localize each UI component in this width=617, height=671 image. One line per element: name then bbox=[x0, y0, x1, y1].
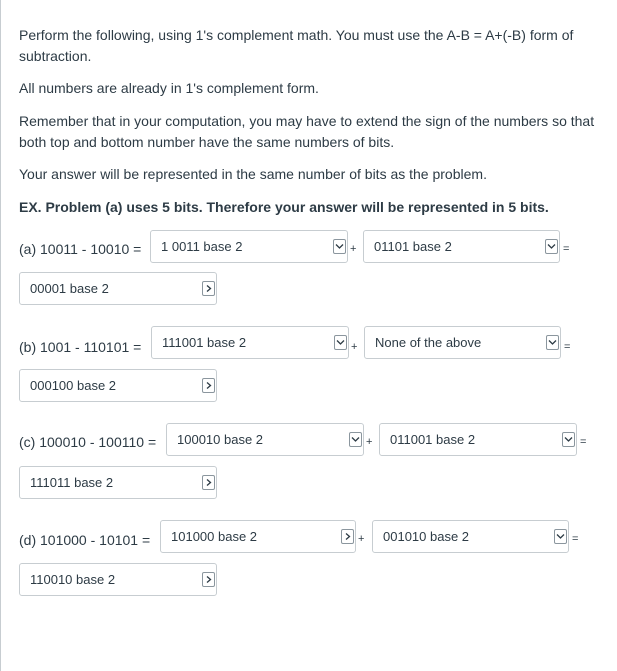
instruction-paragraph-3: Remember that in your computation, you may have to extend the sign of the numbers so that both top and bottom number have the same numbers of bits. bbox=[19, 113, 595, 150]
problem-b-second-value: None of the above bbox=[375, 335, 482, 350]
problem-b-first-value: 111001 base 2 bbox=[162, 335, 247, 350]
problem-c-first-dropdown[interactable] bbox=[166, 423, 364, 456]
problem-d-equals-sign: = bbox=[572, 533, 579, 545]
problem-a-first-dropdown[interactable] bbox=[150, 230, 348, 263]
chevron-down-icon bbox=[546, 335, 559, 350]
chevron-right-icon bbox=[202, 378, 215, 393]
chevron-down-icon bbox=[334, 335, 347, 350]
chevron-down-icon bbox=[562, 432, 575, 447]
problem-b-answer-dropdown[interactable] bbox=[19, 369, 217, 402]
chevron-down-icon bbox=[349, 432, 362, 447]
problem-a-equals-sign: = bbox=[563, 243, 570, 255]
problem-a-second-dropdown[interactable] bbox=[363, 230, 560, 263]
problem-b-answer-value: 000100 base 2 bbox=[30, 378, 117, 393]
problem-a-first-value: 1 0011 base 2 bbox=[161, 239, 243, 254]
problem-d-second-dropdown[interactable] bbox=[372, 520, 569, 553]
example-note: EX. Problem (a) uses 5 bits. Therefore your answer will be represented in 5 bits. bbox=[19, 199, 549, 215]
chevron-right-icon bbox=[202, 475, 215, 490]
problem-d-answer-value: 110010 base 2 bbox=[30, 572, 116, 587]
problem-c-second-dropdown[interactable] bbox=[379, 423, 577, 456]
problem-b-second-dropdown[interactable] bbox=[364, 326, 561, 359]
problem-b-label: (b) 1001 - 110101 = bbox=[19, 339, 142, 355]
problem-a-label: (a) 10011 - 10010 = bbox=[19, 241, 142, 257]
problem-d-answer-dropdown[interactable] bbox=[19, 563, 217, 596]
problem-b-plus-sign: + bbox=[351, 341, 358, 353]
instruction-paragraph-2: All numbers are already in 1's complement form. bbox=[19, 80, 319, 96]
problem-c-first-value: 100010 base 2 bbox=[177, 432, 264, 447]
problem-b-equals-sign: = bbox=[564, 341, 571, 353]
problem-a-second-value: 01101 base 2 bbox=[374, 239, 452, 254]
problem-c-second-value: 011001 base 2 bbox=[390, 432, 476, 447]
problem-a-answer-value: 00001 base 2 bbox=[30, 281, 109, 296]
problem-a-answer-dropdown[interactable] bbox=[19, 272, 217, 305]
chevron-down-icon bbox=[554, 529, 567, 544]
chevron-right-icon bbox=[202, 281, 215, 296]
problem-c-answer-value: 111011 base 2 bbox=[30, 475, 114, 490]
problem-d-label: (d) 101000 - 10101 = bbox=[19, 532, 151, 548]
chevron-right-icon bbox=[202, 572, 215, 587]
problem-d-first-value: 101000 base 2 bbox=[171, 529, 258, 544]
instruction-paragraph-1: Perform the following, using 1's complement math. You must use the A-B = A+(-B) form of subtraction. bbox=[19, 27, 574, 64]
problem-a-plus-sign: + bbox=[350, 243, 357, 255]
problem-d-first-dropdown[interactable] bbox=[160, 520, 356, 553]
problem-d-second-value: 001010 base 2 bbox=[383, 529, 470, 544]
problem-b-first-dropdown[interactable] bbox=[151, 326, 349, 359]
problem-c-equals-sign: = bbox=[580, 436, 587, 448]
problem-c-plus-sign: + bbox=[366, 436, 373, 448]
chevron-down-icon bbox=[333, 239, 346, 254]
instruction-paragraph-4: Your answer will be represented in the same number of bits as the problem. bbox=[19, 166, 487, 182]
problem-d-plus-sign: + bbox=[358, 533, 365, 545]
chevron-down-icon bbox=[545, 239, 558, 254]
problem-c-answer-dropdown[interactable] bbox=[19, 466, 217, 499]
chevron-right-icon bbox=[341, 529, 354, 544]
problem-c-label: (c) 100010 - 100110 = bbox=[19, 434, 157, 450]
